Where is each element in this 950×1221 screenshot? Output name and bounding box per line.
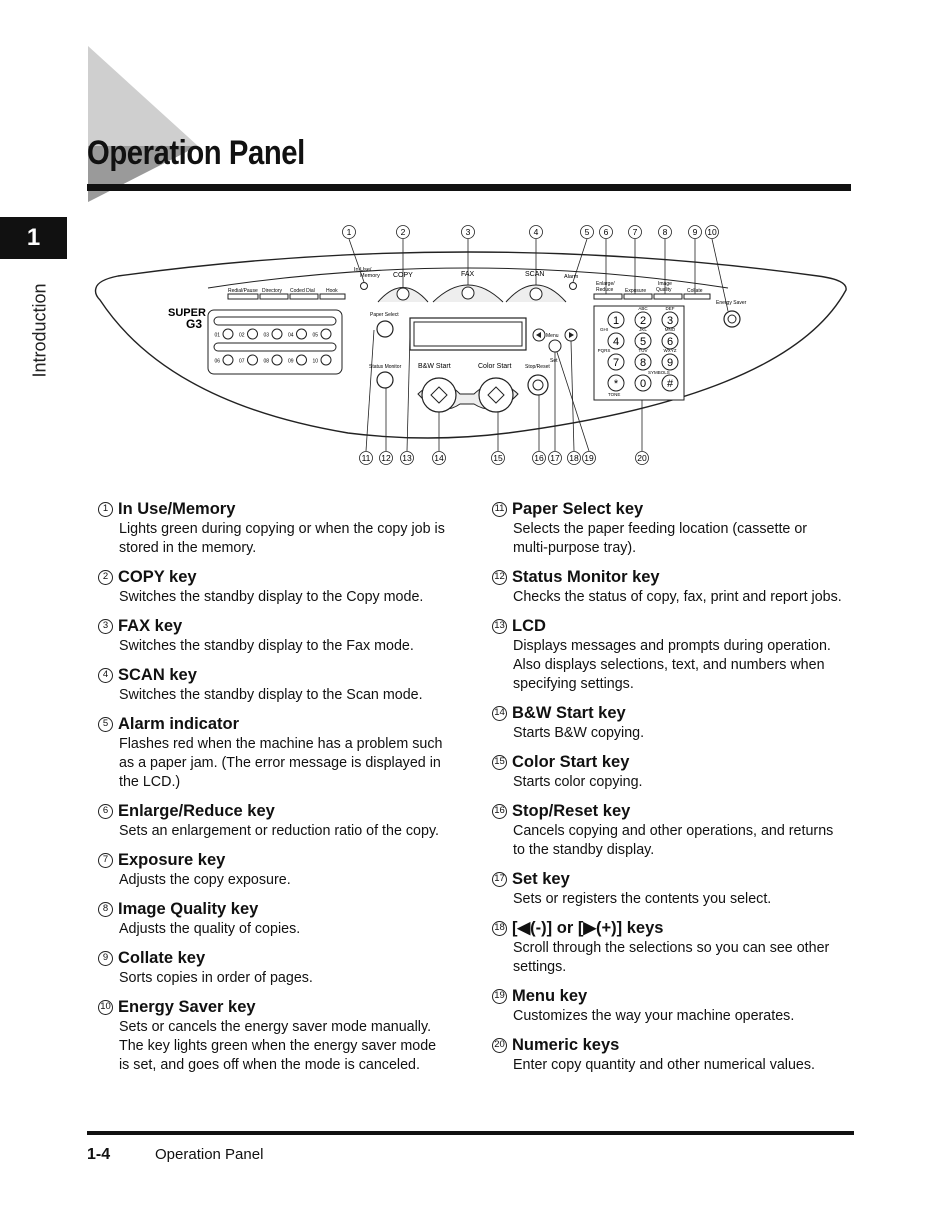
description-item bbox=[98, 713, 448, 792]
item-title: Energy Saver key bbox=[118, 998, 256, 1016]
panel-shape bbox=[724, 311, 740, 327]
keypad-letters: ABC bbox=[638, 306, 648, 311]
footer-page-number: 1-4 bbox=[87, 1146, 111, 1163]
keypad-letters: WXYZ bbox=[663, 348, 677, 353]
item-title: Status Monitor key bbox=[512, 568, 660, 586]
set-label: Set bbox=[550, 358, 558, 364]
panel-shape bbox=[598, 306, 678, 391]
chapter-tab: 1 bbox=[0, 217, 67, 259]
callout-bottom-number: 17 bbox=[550, 453, 560, 464]
item-description: Checks the status of copy, fax, print and report jobs. bbox=[513, 589, 842, 605]
item-heading bbox=[98, 898, 448, 920]
description-item bbox=[492, 985, 842, 1026]
item-description: Customizes the way your machine operates. bbox=[513, 1008, 795, 1024]
description-item bbox=[98, 849, 448, 890]
description-item bbox=[492, 702, 842, 743]
description-item bbox=[492, 917, 842, 977]
one-touch-button bbox=[321, 329, 331, 339]
description-column-left bbox=[98, 498, 448, 1083]
item-description: Starts B&W copying. bbox=[513, 725, 645, 741]
panel-shape bbox=[684, 294, 710, 299]
keypad-digit: 1 bbox=[612, 315, 620, 327]
item-heading bbox=[492, 615, 842, 637]
description-item bbox=[98, 664, 448, 705]
item-title: Stop/Reset key bbox=[512, 802, 631, 820]
item-description: Flashes red when the machine has a problem such as a paper jam. (The error message is displayed in the LCD.) bbox=[119, 736, 443, 790]
item-heading bbox=[98, 849, 448, 871]
description-item bbox=[98, 615, 448, 656]
item-title: LCD bbox=[512, 617, 546, 635]
one-touch-button bbox=[223, 355, 233, 365]
description-item bbox=[98, 947, 448, 988]
description-item bbox=[492, 615, 842, 694]
one-touch-button bbox=[272, 355, 282, 365]
item-heading bbox=[98, 498, 448, 520]
callout-bottom-number: 16 bbox=[534, 453, 544, 464]
one-touch-number: 04 bbox=[287, 332, 294, 339]
keypad-digit: 7 bbox=[612, 357, 620, 369]
description-item bbox=[98, 996, 448, 1075]
description-item bbox=[98, 898, 448, 939]
item-heading bbox=[492, 566, 842, 588]
item-number-badge: 17 bbox=[492, 872, 507, 887]
item-description: Lights green during copying or when the copy job is stored in the memory. bbox=[119, 521, 445, 556]
in-use-label-1: In Use/ bbox=[354, 267, 372, 273]
keypad-digit: 2 bbox=[639, 315, 647, 327]
in-use-label-2: Memory bbox=[360, 273, 380, 279]
panel-shape bbox=[397, 288, 409, 300]
callout-bottom-number: 14 bbox=[434, 453, 444, 464]
fax-label: FAX bbox=[461, 271, 475, 278]
item-number-badge: 4 bbox=[98, 668, 113, 683]
item-description: Switches the standby display to the Copy mode. bbox=[119, 589, 424, 605]
panel-shape bbox=[479, 378, 513, 412]
one-touch-button bbox=[297, 329, 307, 339]
callout-top-number: 10 bbox=[707, 227, 717, 238]
keypad-letters: TUV bbox=[638, 348, 648, 353]
one-touch-number: 03 bbox=[263, 332, 269, 339]
panel-shape bbox=[228, 294, 258, 299]
panel-shape: Hook bbox=[326, 288, 338, 294]
panel-shape bbox=[624, 294, 652, 299]
panel-shape: Exposure bbox=[625, 288, 647, 294]
item-title: SCAN key bbox=[118, 666, 197, 684]
keypad-letters: DEF bbox=[665, 306, 675, 311]
status-monitor-label: Status Monitor bbox=[369, 364, 402, 370]
item-title: In Use/Memory bbox=[118, 500, 236, 518]
item-description: Starts color copying. bbox=[513, 774, 643, 790]
item-number-badge: 10 bbox=[98, 1000, 113, 1015]
description-item bbox=[492, 800, 842, 860]
panel-shape bbox=[549, 340, 561, 352]
panel-shape: Coded Dial bbox=[290, 288, 315, 294]
one-touch-button bbox=[321, 355, 331, 365]
item-heading bbox=[492, 1034, 842, 1056]
item-title: Exposure key bbox=[118, 851, 226, 869]
item-number-badge: 12 bbox=[492, 570, 507, 585]
item-heading bbox=[98, 800, 448, 822]
footer-rule bbox=[87, 1131, 854, 1135]
description-item bbox=[492, 868, 842, 909]
panel-shape bbox=[214, 343, 336, 351]
item-number-badge: 1 bbox=[98, 502, 113, 517]
keypad-digit: 5 bbox=[639, 336, 647, 348]
panel-shape bbox=[530, 288, 542, 300]
one-touch-button bbox=[272, 329, 282, 339]
callout-bottom-number: 15 bbox=[493, 453, 503, 464]
item-heading bbox=[492, 868, 842, 890]
item-title: Menu key bbox=[512, 987, 588, 1005]
header-triangle-decoration bbox=[88, 46, 198, 202]
stop-reset-label: Stop/Reset bbox=[525, 364, 550, 370]
item-description: Cancels copying and other operations, and returns to the standby display. bbox=[513, 823, 834, 858]
callout-top-number: 2 bbox=[400, 227, 406, 238]
item-title: Numeric keys bbox=[512, 1036, 620, 1054]
keypad-digit: 8 bbox=[639, 357, 647, 369]
callout-top-number: 6 bbox=[603, 227, 609, 238]
one-touch-number: 05 bbox=[312, 332, 318, 339]
callout-top-number: 9 bbox=[692, 227, 698, 238]
item-heading bbox=[492, 800, 842, 822]
panel-shape bbox=[654, 294, 682, 299]
item-title: Enlarge/Reduce key bbox=[118, 802, 275, 820]
item-description: Sorts copies in order of pages. bbox=[119, 970, 313, 986]
item-description: Sets or cancels the energy saver mode manually. The key lights green when the energy saver mode is set, and goes off when the mode is canceled. bbox=[119, 1019, 437, 1073]
panel-shape bbox=[422, 378, 456, 412]
callout-top-number: 7 bbox=[632, 227, 638, 238]
panel-shape bbox=[214, 317, 336, 325]
item-number-badge: 9 bbox=[98, 951, 113, 966]
one-touch-panel bbox=[208, 310, 342, 374]
item-description: Selects the paper feeding location (cassette or multi-purpose tray). bbox=[513, 521, 808, 556]
callout-top-number: 4 bbox=[533, 227, 539, 238]
description-item bbox=[492, 566, 842, 607]
keypad-letters: JKL bbox=[639, 327, 647, 332]
footer-section-label: Operation Panel bbox=[155, 1146, 264, 1163]
item-description: Adjusts the copy exposure. bbox=[119, 872, 291, 888]
item-number-badge: 6 bbox=[98, 804, 113, 819]
item-description: Switches the standby display to the Scan mode. bbox=[119, 687, 423, 703]
panel-shape: TONE bbox=[608, 392, 621, 397]
callout-bottom-number: 13 bbox=[402, 453, 412, 464]
keypad-digit: * bbox=[613, 378, 619, 390]
keypad-digit: 3 bbox=[666, 315, 674, 327]
one-touch-number: 10 bbox=[312, 358, 318, 365]
panel-shape bbox=[320, 294, 345, 299]
one-touch-button bbox=[248, 355, 258, 365]
keypad-digit: 6 bbox=[666, 336, 674, 348]
description-item bbox=[98, 800, 448, 841]
item-number-badge: 2 bbox=[98, 570, 113, 585]
callout-bottom-number: 11 bbox=[361, 453, 371, 464]
panel-shape bbox=[528, 375, 548, 395]
item-number-badge: 5 bbox=[98, 717, 113, 732]
panel-shape bbox=[594, 294, 622, 299]
alarm-label: Alarm bbox=[564, 274, 579, 280]
one-touch-number: 07 bbox=[238, 358, 245, 365]
description-column-right bbox=[492, 498, 842, 1083]
item-description: Enter copy quantity and other numerical values. bbox=[513, 1057, 815, 1073]
super-g3-logo-1: SUPER bbox=[168, 307, 206, 319]
one-touch-number: 02 bbox=[238, 332, 245, 339]
panel-shape: Collate bbox=[687, 288, 703, 294]
item-number-badge: 15 bbox=[492, 755, 507, 770]
description-item bbox=[98, 566, 448, 607]
item-heading bbox=[98, 566, 448, 588]
scan-label: SCAN bbox=[525, 271, 545, 278]
callout-top-number: 8 bbox=[662, 227, 668, 238]
panel-shape: Enlarge/ bbox=[596, 281, 615, 287]
panel-shape bbox=[361, 283, 368, 290]
item-heading bbox=[492, 498, 842, 520]
panel-shape bbox=[410, 318, 526, 350]
keypad-letters: MNO bbox=[664, 327, 676, 332]
item-title: [◀(-)] or [▶(+)] keys bbox=[512, 919, 664, 937]
bw-start-label: B&W Start bbox=[418, 363, 451, 370]
one-touch-button bbox=[297, 355, 307, 365]
paper-select-label: Paper Select bbox=[370, 312, 399, 318]
item-heading bbox=[492, 702, 842, 724]
keypad-digit: 0 bbox=[639, 378, 647, 390]
description-item bbox=[98, 498, 448, 558]
operation-panel-diagram bbox=[88, 218, 858, 470]
keypad-letters: GHI bbox=[599, 327, 609, 332]
item-number-badge: 3 bbox=[98, 619, 113, 634]
description-item bbox=[492, 1034, 842, 1075]
keypad-digit: 4 bbox=[612, 336, 620, 348]
keypad-digit: 9 bbox=[666, 357, 674, 369]
item-heading bbox=[98, 996, 448, 1018]
item-title: FAX key bbox=[118, 617, 183, 635]
item-description: Sets or registers the contents you select. bbox=[513, 891, 772, 907]
callout-bottom-number: 18 bbox=[569, 453, 579, 464]
description-item bbox=[492, 751, 842, 792]
item-description: Scroll through the selections so you can see other settings. bbox=[513, 940, 830, 975]
one-touch-number: 08 bbox=[263, 358, 269, 365]
callout-bottom-number: 19 bbox=[584, 453, 594, 464]
item-heading bbox=[98, 947, 448, 969]
callout-bottom-number: 20 bbox=[637, 453, 647, 464]
item-title: Paper Select key bbox=[512, 500, 644, 518]
callout-top-number: 5 bbox=[584, 227, 590, 238]
item-title: Color Start key bbox=[512, 753, 630, 771]
panel-shape bbox=[377, 321, 393, 337]
item-number-badge: 16 bbox=[492, 804, 507, 819]
panel-shape bbox=[290, 294, 318, 299]
item-description: Sets an enlargement or reduction ratio of the copy. bbox=[119, 823, 440, 839]
item-heading bbox=[98, 713, 448, 735]
item-number-badge: 19 bbox=[492, 989, 507, 1004]
panel-shape: Image bbox=[658, 281, 672, 287]
title-rule bbox=[87, 184, 851, 191]
item-title: COPY key bbox=[118, 568, 197, 586]
color-start-label: Color Start bbox=[478, 363, 512, 370]
item-number-badge: 20 bbox=[492, 1038, 507, 1053]
super-g3-logo-2: G3 bbox=[186, 317, 203, 331]
panel-shape bbox=[260, 294, 288, 299]
item-heading bbox=[492, 751, 842, 773]
item-heading bbox=[492, 985, 842, 1007]
energy-saver-label: Energy Saver bbox=[716, 300, 747, 306]
item-description: Displays messages and prompts during operation. Also displays selections, text, and numbers when specifying settings. bbox=[513, 638, 831, 692]
panel-shape: SYMBOLS bbox=[648, 370, 670, 375]
item-title: B&W Start key bbox=[512, 704, 626, 722]
item-number-badge: 13 bbox=[492, 619, 507, 634]
item-heading bbox=[98, 615, 448, 637]
one-touch-number: 01 bbox=[214, 332, 220, 339]
item-title: Set key bbox=[512, 870, 570, 888]
one-touch-button bbox=[223, 329, 233, 339]
item-title: Collate key bbox=[118, 949, 206, 967]
keypad-digit: # bbox=[666, 378, 674, 390]
panel-shape: Redial/Pause bbox=[228, 288, 258, 294]
item-heading bbox=[492, 917, 842, 939]
item-heading bbox=[98, 664, 448, 686]
page-title: Operation Panel bbox=[87, 134, 305, 172]
item-number-badge: 11 bbox=[492, 502, 507, 517]
callout-top-number: 1 bbox=[346, 227, 352, 238]
panel-shape bbox=[570, 283, 577, 290]
menu-label: Menu bbox=[546, 333, 559, 339]
panel-shape: Directory bbox=[262, 288, 283, 294]
item-number-badge: 7 bbox=[98, 853, 113, 868]
description-item bbox=[492, 498, 842, 558]
chapter-label: Introduction bbox=[29, 283, 50, 378]
item-description: Adjusts the quality of copies. bbox=[119, 921, 301, 937]
panel-shape: Reduce bbox=[596, 287, 614, 293]
item-description: Switches the standby display to the Fax mode. bbox=[119, 638, 414, 654]
item-title: Alarm indicator bbox=[118, 715, 240, 733]
panel-shape bbox=[377, 372, 393, 388]
one-touch-number: 09 bbox=[287, 358, 294, 365]
callout-bottom-number: 12 bbox=[381, 453, 391, 464]
one-touch-number: 06 bbox=[214, 358, 220, 365]
panel-shape bbox=[462, 287, 474, 299]
item-number-badge: 14 bbox=[492, 706, 507, 721]
item-number-badge: 8 bbox=[98, 902, 113, 917]
one-touch-button bbox=[248, 329, 258, 339]
item-number-badge: 18 bbox=[492, 921, 507, 936]
copy-label: COPY bbox=[393, 272, 413, 279]
keypad-letters: PQRS bbox=[597, 348, 611, 353]
callout-top-number: 3 bbox=[465, 227, 471, 238]
item-title: Image Quality key bbox=[118, 900, 259, 918]
panel-shape: Quality bbox=[656, 287, 672, 293]
